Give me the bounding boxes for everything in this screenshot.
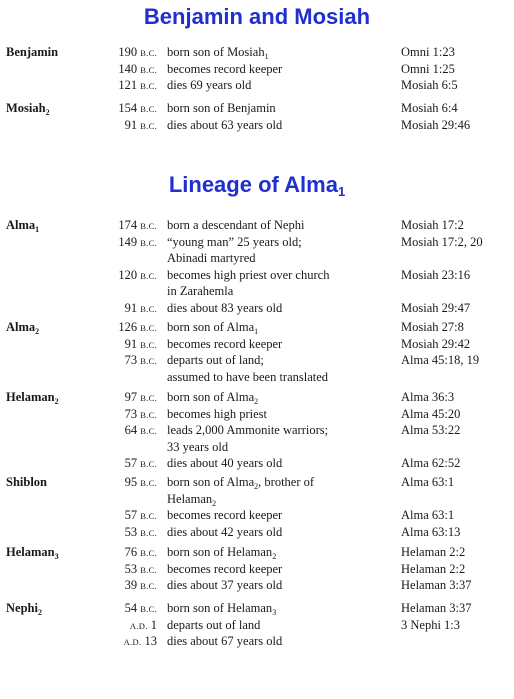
event-era: B.C. (140, 48, 157, 58)
event-text: in Zarahemla (167, 284, 234, 298)
scripture-reference: Alma 45:18, 19 (401, 353, 480, 367)
event-era: B.C. (140, 564, 157, 575)
event-row (0, 369, 514, 385)
event-year: 174 (118, 218, 138, 232)
event-date (118, 77, 157, 94)
event-description (167, 507, 282, 523)
event-description (167, 61, 282, 77)
person-name-subscript: 2 (45, 108, 50, 117)
event-row (0, 77, 514, 93)
event-text: dies about 37 years old (167, 578, 283, 592)
event-date (125, 577, 157, 594)
person-name-text: Alma (6, 218, 36, 232)
section-title-benjamin-mosiah (0, 4, 514, 30)
scripture-reference: Mosiah 29:42 (401, 336, 471, 351)
event-text: Helaman (167, 491, 213, 506)
scripture-reference: Alma 63:13 (401, 524, 461, 539)
event-text: born son of Benjamin (167, 101, 276, 115)
event-era: B.C. (140, 426, 157, 436)
event-era: B.C. (140, 303, 157, 314)
section-title-subscript: 1 (337, 184, 346, 199)
event-description (167, 600, 276, 616)
person-name-text: Alma (6, 320, 36, 334)
scripture-reference: Mosiah 29:47 (401, 300, 471, 315)
event-text: dies about 63 years old (167, 117, 283, 132)
event-description (167, 319, 258, 335)
event-era: B.C. (140, 393, 157, 403)
event-description (167, 524, 282, 540)
event-year: 53 (124, 524, 138, 539)
event-text: “young man” 25 years old; (167, 234, 302, 249)
scripture-reference: Omni 1:23 (401, 45, 455, 59)
event-row (0, 217, 514, 233)
event-date (125, 300, 157, 317)
event-description (167, 422, 328, 438)
event-text: born son of Alma (167, 390, 255, 404)
event-text: 33 years old (167, 439, 229, 454)
event-date (125, 389, 157, 406)
event-row (0, 561, 514, 577)
event-year: 39 (124, 578, 138, 592)
event-description (167, 100, 276, 116)
event-date (118, 267, 157, 284)
event-era: B.C. (140, 120, 157, 131)
event-year: 154 (118, 101, 138, 115)
event-text: Abinadi martyred (167, 251, 256, 265)
event-row (0, 491, 514, 507)
event-year: 53 (124, 561, 138, 576)
event-subscript: 2 (254, 397, 259, 406)
event-era: B.C. (140, 339, 157, 350)
event-row (0, 422, 514, 438)
event-date (125, 544, 157, 561)
event-description (167, 336, 282, 352)
event-year: 73 (124, 353, 138, 367)
scripture-reference: Alma 45:20 (401, 406, 461, 421)
event-row (0, 474, 514, 490)
event-era: B.C. (140, 270, 157, 281)
person-name-text: Shiblon (6, 475, 48, 489)
event-date (125, 422, 157, 439)
event-text: becomes high priest over church (167, 267, 330, 282)
person-name-subscript: 3 (54, 552, 59, 561)
event-text: dies about 40 years old (167, 456, 283, 470)
event-date (125, 352, 157, 369)
event-description (167, 369, 328, 385)
event-description (167, 389, 258, 405)
event-era: A.D. (129, 620, 148, 631)
event-era: B.C. (140, 478, 157, 488)
event-year: 190 (118, 45, 138, 59)
event-year: 54 (124, 601, 138, 615)
scripture-reference: Mosiah 27:8 (401, 320, 464, 334)
event-year: 149 (118, 234, 138, 249)
scripture-reference: Helaman 3:37 (401, 601, 472, 615)
event-description (167, 300, 282, 316)
event-year: 120 (118, 267, 138, 282)
event-row (0, 600, 514, 616)
person-name-text: Mosiah (6, 101, 46, 115)
event-date (125, 336, 157, 353)
event-row (0, 319, 514, 335)
event-description (167, 561, 282, 577)
event-era: B.C. (140, 409, 157, 420)
event-row (0, 352, 514, 368)
event-date (125, 455, 157, 472)
event-era: B.C. (140, 527, 157, 538)
scripture-reference: Mosiah 6:5 (401, 78, 458, 92)
event-row (0, 524, 514, 540)
event-era: B.C. (140, 64, 157, 75)
event-text: becomes high priest (167, 406, 267, 421)
scripture-reference: 3 Nephi 1:3 (401, 617, 461, 632)
scripture-reference: Helaman 3:37 (401, 578, 472, 592)
event-description (167, 439, 228, 455)
event-year: 126 (118, 320, 138, 334)
event-date (125, 600, 157, 617)
event-year: 73 (124, 406, 138, 421)
event-row (0, 234, 514, 250)
event-date (124, 633, 157, 650)
scripture-reference: Alma 63:1 (401, 508, 455, 522)
event-date (125, 117, 157, 134)
scripture-reference: Mosiah 6:4 (401, 101, 458, 115)
event-description (167, 217, 304, 233)
event-description (167, 352, 264, 368)
event-year: 91 (124, 300, 138, 315)
event-year: 97 (124, 390, 138, 404)
event-era: B.C. (140, 237, 157, 248)
scripture-reference: Alma 53:22 (401, 423, 461, 437)
event-text: born son of Mosiah (167, 45, 265, 59)
event-description (167, 44, 269, 60)
event-text: dies 69 years old (167, 78, 252, 92)
event-subscript: 3 (272, 608, 277, 617)
event-subscript: 2 (212, 498, 217, 508)
event-era: B.C. (140, 581, 157, 591)
event-text: becomes record keeper (167, 508, 283, 522)
scripture-reference: Alma 62:52 (401, 456, 461, 470)
event-row (0, 439, 514, 455)
event-description (167, 474, 314, 490)
person-name-subscript: 2 (35, 327, 40, 336)
event-date (125, 561, 157, 578)
event-text: becomes record keeper (167, 561, 283, 576)
event-text: dies about 42 years old (167, 524, 283, 539)
event-description (167, 633, 282, 649)
scripture-reference: Omni 1:25 (401, 61, 455, 76)
event-date (130, 617, 157, 634)
event-date (118, 100, 157, 117)
event-era: B.C. (140, 604, 157, 614)
event-description (167, 617, 260, 633)
event-text: departs out of land; (167, 353, 264, 367)
event-year: 95 (124, 475, 138, 489)
event-description (167, 234, 302, 250)
event-date (125, 507, 157, 524)
event-era: B.C. (140, 104, 157, 114)
event-description (167, 406, 267, 422)
event-row (0, 44, 514, 60)
event-description (167, 267, 329, 283)
event-row (0, 507, 514, 523)
person-name-text: Benjamin (6, 45, 59, 59)
event-year: 140 (118, 61, 138, 76)
event-year: 57 (124, 456, 138, 470)
event-row (0, 250, 514, 266)
event-row (0, 544, 514, 560)
event-description (167, 77, 251, 93)
scripture-reference: Helaman 2:2 (401, 561, 466, 576)
event-description (167, 250, 256, 266)
event-description (167, 544, 276, 560)
event-text: born son of Helaman (167, 545, 273, 559)
event-date (125, 524, 157, 541)
event-row (0, 406, 514, 422)
scripture-reference: Alma 63:1 (401, 475, 455, 489)
event-year: 13 (144, 634, 157, 648)
event-date (118, 234, 157, 251)
event-subscript: 1 (264, 52, 269, 61)
event-date (118, 44, 157, 61)
person-name-text: Helaman (6, 545, 55, 559)
event-year: 121 (118, 78, 138, 92)
event-era: B.C. (140, 511, 157, 521)
event-date (118, 217, 157, 234)
event-date (118, 61, 157, 78)
event-era: B.C. (140, 356, 157, 366)
scripture-reference: Mosiah 29:46 (401, 117, 471, 132)
event-text-continued: , brother of (258, 475, 315, 489)
event-text: becomes record keeper (167, 336, 283, 351)
event-row (0, 455, 514, 471)
event-year: 64 (124, 423, 138, 437)
event-date (118, 319, 157, 336)
event-date (125, 474, 157, 491)
person-name-text: Helaman (6, 390, 55, 404)
event-description (167, 283, 233, 299)
event-row (0, 61, 514, 77)
event-era: A.D. (123, 637, 142, 647)
event-text: born son of Helaman (167, 601, 273, 615)
scripture-reference: Mosiah 23:16 (401, 267, 471, 282)
event-row (0, 100, 514, 116)
event-row (0, 617, 514, 633)
event-year: 1 (150, 617, 157, 632)
event-text: born a descendant of Nephi (167, 218, 305, 232)
event-row (0, 336, 514, 352)
scripture-reference: Mosiah 17:2, 20 (401, 234, 483, 249)
event-row (0, 577, 514, 593)
event-description (167, 491, 216, 507)
event-era: B.C. (140, 323, 157, 333)
person-name-subscript: 1 (35, 225, 40, 234)
event-description (167, 577, 282, 593)
event-text: assumed to have been translated (167, 369, 329, 384)
scripture-reference: Helaman 2:2 (401, 545, 466, 559)
event-text: leads 2,000 Ammonite warriors; (167, 423, 329, 437)
event-description (167, 455, 282, 471)
event-year: 57 (124, 508, 138, 522)
event-subscript: 1 (254, 327, 259, 336)
event-era: B.C. (140, 548, 157, 558)
event-date (125, 406, 157, 423)
event-row (0, 389, 514, 405)
section-title-lineage-alma (0, 172, 514, 198)
person-name-subscript: 2 (54, 397, 59, 406)
person-name-subscript: 2 (37, 608, 42, 617)
event-description (167, 117, 282, 133)
event-text: born son of Alma (167, 475, 255, 489)
event-row (0, 117, 514, 133)
event-subscript: 2 (254, 482, 259, 491)
event-row (0, 283, 514, 299)
event-text: born son of Alma (167, 320, 255, 334)
event-row (0, 267, 514, 283)
event-text: dies about 83 years old (167, 300, 283, 315)
section-title-text: Lineage of Alma (168, 172, 338, 197)
event-row (0, 633, 514, 649)
event-text: becomes record keeper (167, 61, 283, 76)
event-subscript: 2 (272, 552, 277, 561)
scripture-reference: Alma 36:3 (401, 390, 455, 404)
scripture-reference: Mosiah 17:2 (401, 218, 464, 232)
event-year: 91 (124, 117, 138, 132)
event-year: 76 (124, 545, 138, 559)
section-title-text: Benjamin and Mosiah (143, 4, 371, 29)
event-era: B.C. (140, 459, 157, 469)
event-era: B.C. (140, 81, 157, 91)
event-text: departs out of land (167, 617, 261, 632)
person-name-text: Nephi (6, 601, 38, 615)
event-era: B.C. (140, 221, 157, 231)
event-text: dies about 67 years old (167, 634, 283, 648)
event-year: 91 (124, 336, 138, 351)
event-row (0, 300, 514, 316)
